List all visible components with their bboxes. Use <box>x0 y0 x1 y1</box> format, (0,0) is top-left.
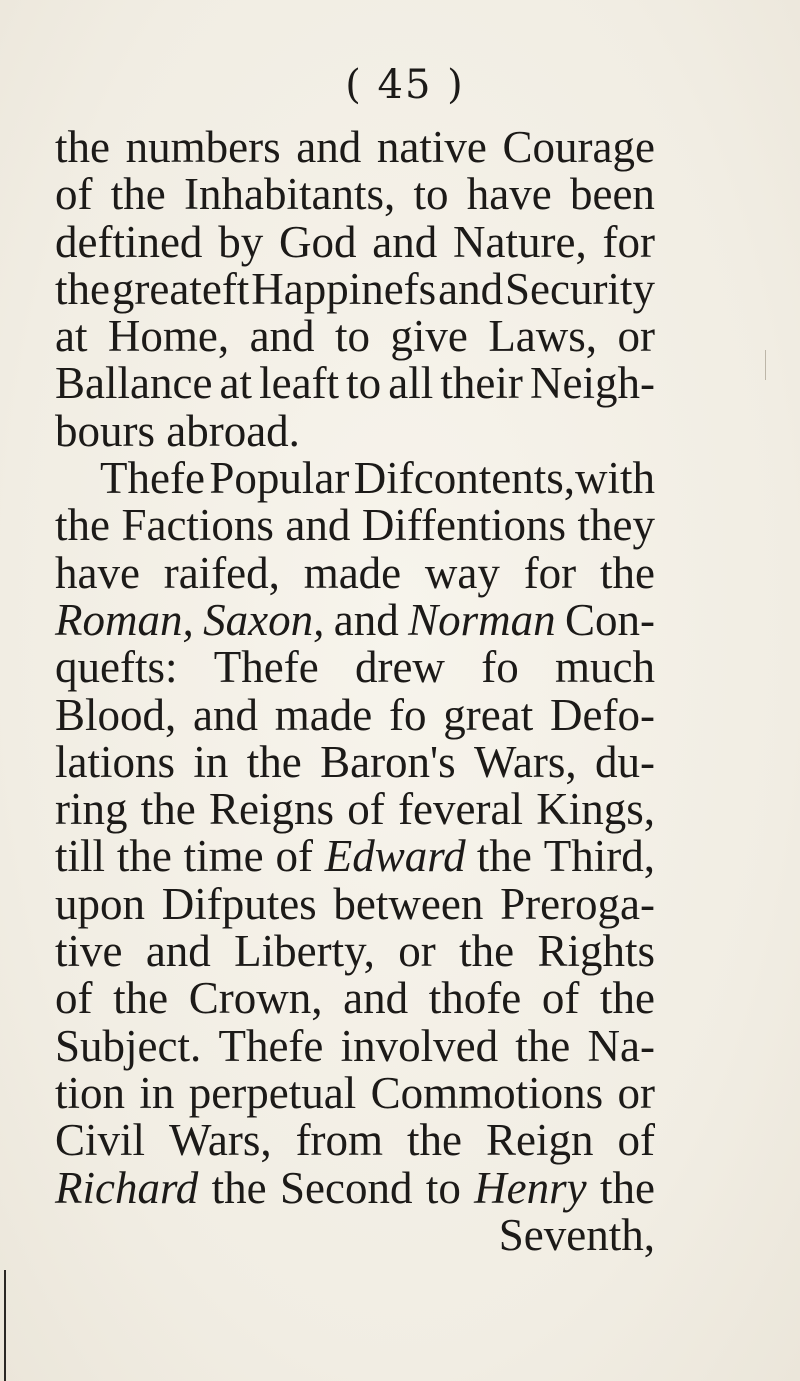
text-line: tion in perpetual Commotions or <box>55 1067 655 1118</box>
page-number: ( 45 ) <box>345 62 465 108</box>
text-line: deftined by God and Nature, for <box>55 216 655 267</box>
text-line: lations in the Baron's Wars, du- <box>55 736 655 787</box>
text-line: of the Crown, and thofe of the <box>55 973 655 1024</box>
text-line-paragraph-start: Thefe Popular Difcontents,with <box>100 453 655 504</box>
text-line: of the Inhabitants, to have been <box>55 169 655 220</box>
text-line: ring the Reigns of feveral Kings, <box>55 784 655 835</box>
text-line: Ballance at leaft to all their Neigh- <box>55 358 655 409</box>
text-line: tive and Liberty, or the Rights <box>55 926 655 977</box>
text-line: Richard the Second to Henry the <box>55 1162 655 1213</box>
text-line: the greateft Happinefs and Security <box>55 263 655 314</box>
text-line: Blood, and made fo great Defo- <box>55 689 655 740</box>
body-text <box>55 124 655 1259</box>
text-line: Civil Wars, from the Reign of <box>55 1115 655 1166</box>
text-line: Roman, Saxon, and Norman Con- <box>55 594 655 645</box>
text-line: the Factions and Diffentions they <box>55 500 655 551</box>
page-edge-line <box>4 1270 6 1381</box>
catchword: Seventh, <box>498 1209 655 1260</box>
text-line: bours abroad. <box>55 405 300 456</box>
text-line: upon Difputes between Preroga- <box>55 878 655 929</box>
text-line: till the time of Edward the Third, <box>55 831 655 882</box>
text-line: quefts: Thefe drew fo much <box>55 642 655 693</box>
text-line: the numbers and native Courage <box>55 122 655 172</box>
catchword-line <box>55 1209 655 1260</box>
margin-mark <box>765 350 766 380</box>
text-line: Subject. Thefe involved the Na- <box>55 1020 655 1071</box>
text-line: at Home, and to give Laws, or <box>55 311 655 362</box>
text-line: have raifed, made way for the <box>55 547 655 598</box>
